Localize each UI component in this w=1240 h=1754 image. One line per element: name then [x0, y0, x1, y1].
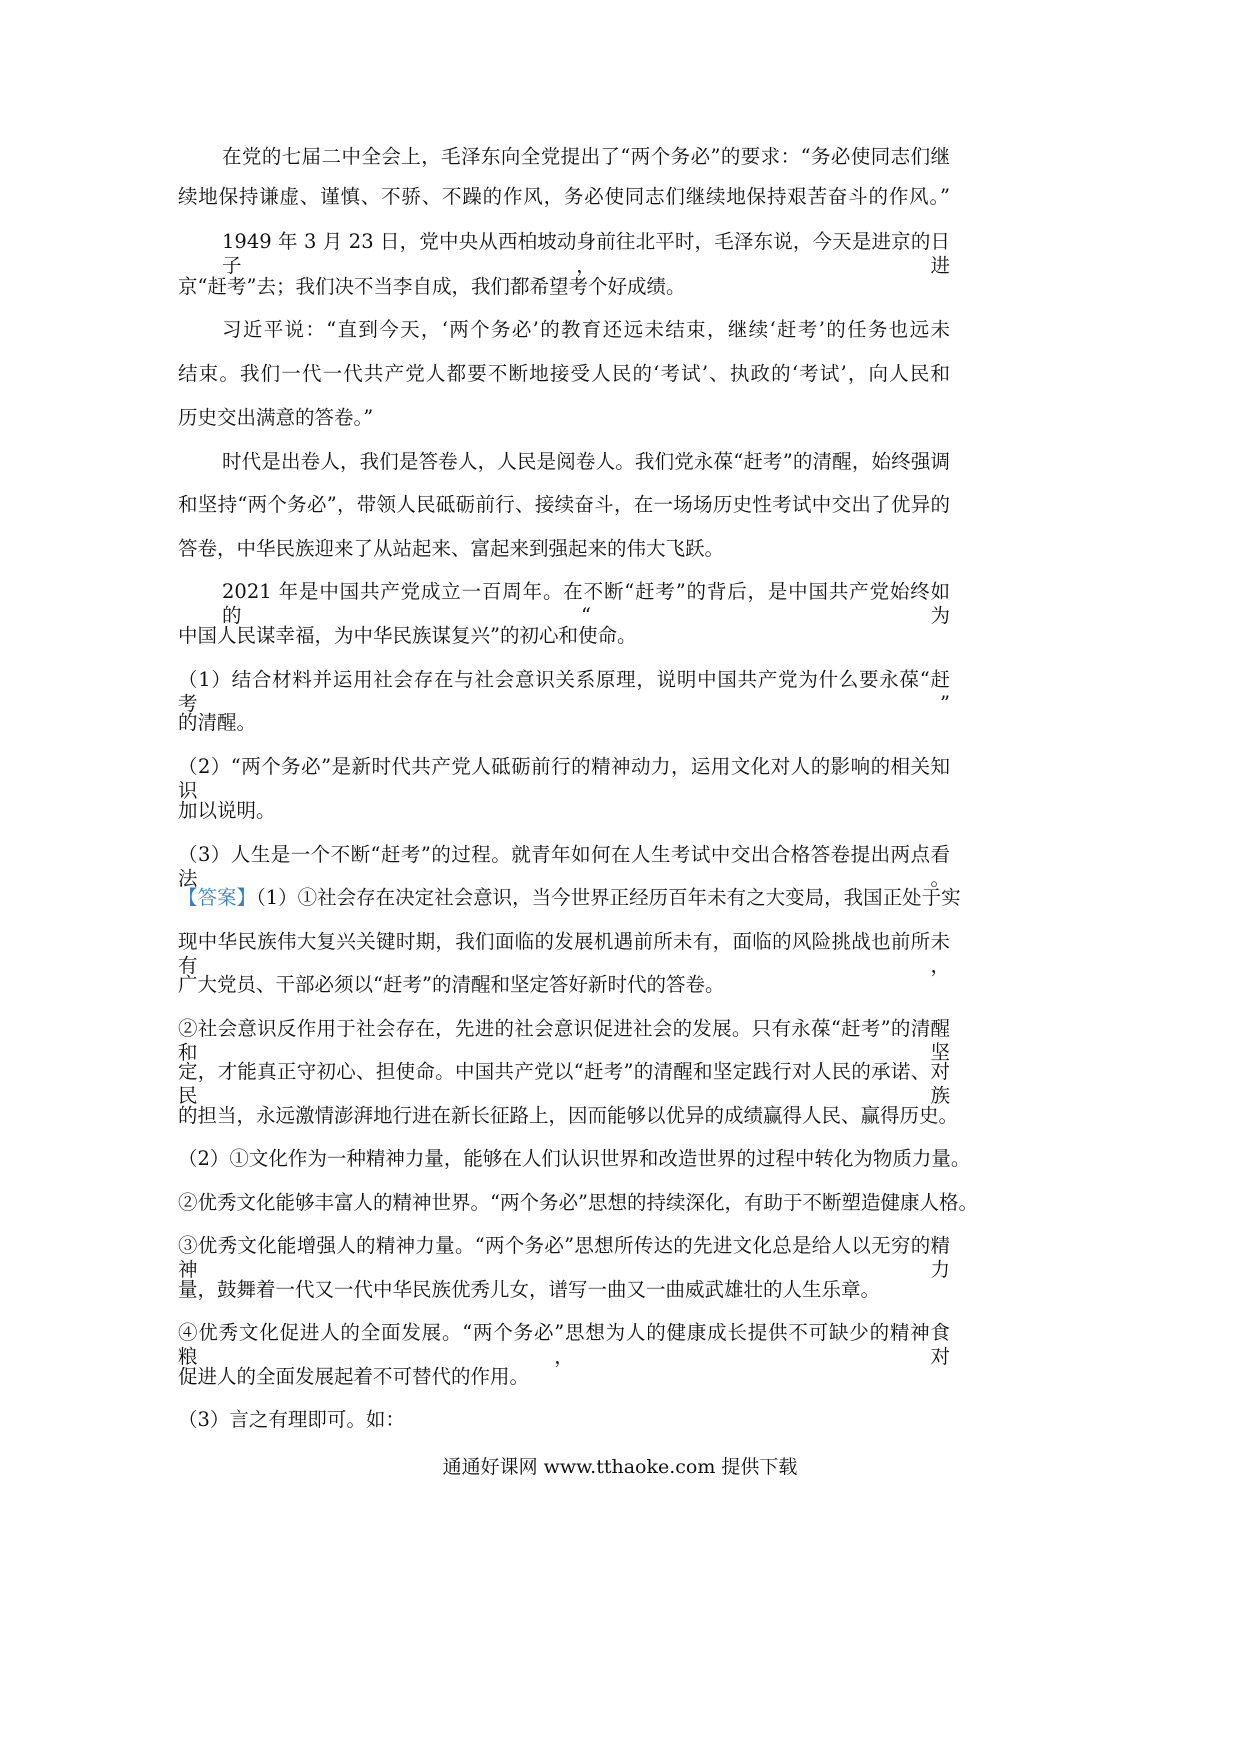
material-line: 2021 年是中国共产党成立一百周年。在不断“赶考”的背后，是中国共产党始终如的“为 [222, 580, 950, 627]
material-line: 和坚持“两个务必”，带领人民砥砺前行、接续奋斗，在一场场历史性考试中交出了优异的 [178, 493, 950, 516]
answer-first-line [178, 886, 961, 910]
answer-line: （2）①文化作为一种精神力量，能够在人们认识世界和改造世界的过程中转化为物质力量。 [178, 1147, 971, 1170]
material-line: 1949 年 3 月 23 日，党中央从西柏坡动身前往北平时，毛泽东说，今天是进京的日子，进 [222, 230, 950, 277]
answer-line: 现中华民族伟大复兴关键时期，我们面临的发展机遇前所未有，面临的风险挑战也前所未有， [178, 930, 950, 977]
answer-line: 广大党员、干部必须以“赶考”的清醒和坚定答好新时代的答卷。 [178, 973, 725, 996]
answer-line: ②优秀文化能够丰富人的精神世界。“两个务必”思想的持续深化，有助于不断塑造健康人格。 [178, 1191, 978, 1214]
question-line: （2）“两个务必”是新时代共产党人砥砺前行的精神动力，运用文化对人的影响的相关知识 [178, 755, 950, 802]
material-line: 答卷，中华民族迎来了从站起来、富起来到强起来的伟大飞跃。 [178, 537, 725, 560]
answer-line: 定，才能真正守初心、担使命。中国共产党以“赶考”的清醒和坚定践行对人民的承诺、对民族 [178, 1060, 950, 1107]
material-line: 续地保持谦虚、谨慎、不骄、不躁的作风，务必使同志们继续地保持艰苦奋斗的作风。” [178, 185, 950, 208]
material-line: 结束。我们一代一代共产党人都要不断地接受人民的‘考试’、执政的‘考试’，向人民和 [178, 362, 950, 385]
question-line: （3）人生是一个不断“赶考”的过程。就青年如何在人生考试中交出合格答卷提出两点看法。 [178, 843, 950, 890]
question-line: （1）结合材料并运用社会存在与社会意识关系原理，说明中国共产党为什么要永葆“赶考” [178, 668, 950, 715]
answer-line: ④优秀文化促进人的全面发展。“两个务必”思想为人的健康成长提供不可缺少的精神食粮，对 [178, 1321, 950, 1368]
question-line: 加以说明。 [178, 799, 276, 822]
page-footer: 通通好课网 www.tthaoke.com 提供下载 [442, 1456, 798, 1478]
answer-line: 促进人的全面发展起着不可替代的作用。 [178, 1365, 530, 1388]
answer-line: （1）①社会存在决定社会意识，当今世界正经历百年未有之大变局，我国正处于实 [256, 886, 961, 909]
material-line: 历史交出满意的答卷。” [178, 406, 374, 429]
material-line: 京“赶考”去；我们决不当李自成，我们都希望考个好成绩。 [178, 275, 686, 298]
answer-line: ③优秀文化能增强人的精神力量。“两个务必”思想所传达的先进文化总是给人以无穷的精神力 [178, 1234, 950, 1281]
answer-tag: 【答案】 [178, 886, 257, 909]
answer-line: （3）言之有理即可。如： [178, 1408, 405, 1431]
answer-line: ②社会意识反作用于社会存在，先进的社会意识促进社会的发展。只有永葆“赶考”的清醒和坚 [178, 1017, 950, 1064]
material-line: 中国人民谋幸福，为中华民族谋复兴”的初心和使命。 [178, 624, 637, 647]
answer-line: 的担当，永远激情澎湃地行进在新长征路上，因而能够以优异的成绩赢得人民、赢得历史。 [178, 1104, 959, 1127]
material-line: 时代是出卷人，我们是答卷人，人民是阅卷人。我们党永葆“赶考”的清醒，始终强调 [222, 450, 950, 473]
material-line: 习近平说：“直到今天，‘两个务必’的教育还远未结束，继续‘赶考’的任务也远未 [222, 318, 950, 341]
material-line: 在党的七届二中全会上，毛泽东向全党提出了“两个务必”的要求：“务必使同志们继 [222, 145, 950, 168]
question-line: 的清醒。 [178, 711, 257, 734]
answer-line: 量，鼓舞着一代又一代中华民族优秀儿女，谱写一曲又一曲威武雄壮的人生乐章。 [178, 1278, 881, 1301]
